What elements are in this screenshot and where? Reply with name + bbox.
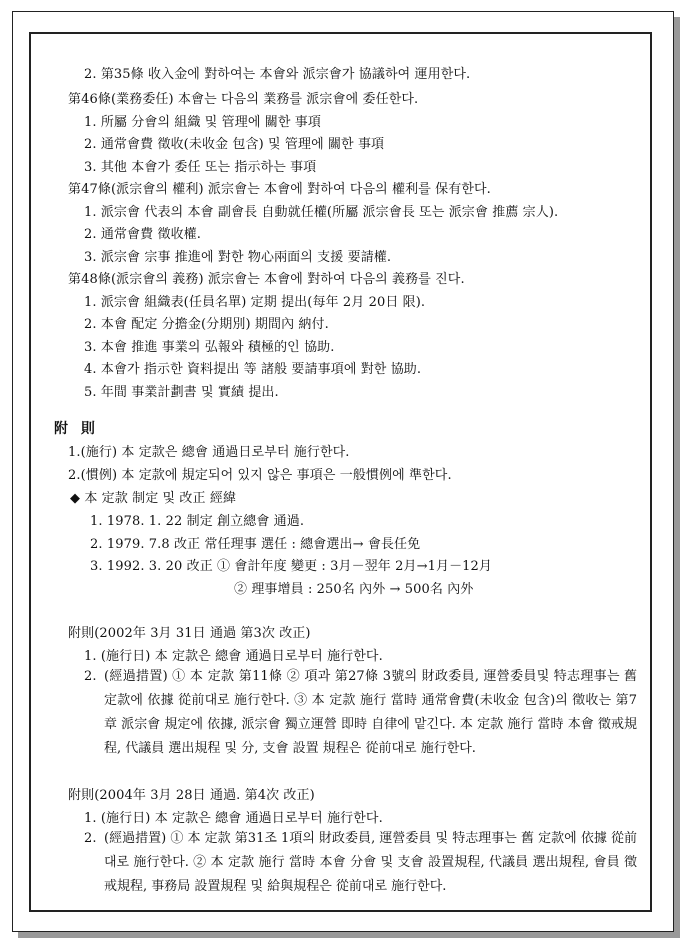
article-46-item-3: 3. 其他 本會가 委任 또는 指示하는 事項 <box>84 160 317 175</box>
article-48-item-5: 5. 年間 事業計劃書 및 實績 提出. <box>84 385 279 400</box>
article-47-title: 第47條(派宗會의 權利) 派宗會는 本會에 對하여 다음의 權利를 保有한다. <box>68 182 491 197</box>
article-46-item-1: 1. 所屬 分會의 組織 및 管理에 關한 事項 <box>84 115 321 130</box>
bylaws-history-2: 2. 1979. 7.8 改正 常任理事 選任 : 總會選出→ 會長任免 <box>90 537 421 552</box>
bylaws-item-1: 1.(施行) 本 定款은 總會 通過日로부터 施行한다. <box>68 445 350 460</box>
article-45-item-2: 2. 第35條 收入金에 對하여는 本會와 派宗會가 協議하여 運用한다. <box>84 67 471 82</box>
article-46-title: 第46條(業務委任) 本會는 다음의 業務를 派宗會에 委任한다. <box>68 92 419 107</box>
bylaws-heading: 附 則 <box>54 421 99 437</box>
article-47-item-3: 3. 派宗會 宗事 推進에 對한 物心兩面의 支援 要請權. <box>84 250 392 265</box>
addendum-2002-title: 附則(2002年 3月 31日 通過 第3次 改正) <box>68 626 311 641</box>
addendum-2002-item-1: 1. (施行日) 本 定款은 總會 通過日로부터 施行한다. <box>84 649 383 664</box>
article-48-item-2: 2. 本會 配定 分擔金(分期別) 期間內 納付. <box>84 317 329 332</box>
article-48-item-4: 4. 本會가 指示한 資料提出 等 諸般 要請事項에 對한 協助. <box>84 362 422 377</box>
bylaws-history-title: ◆ 本 定款 制定 및 改正 經緯 <box>70 491 237 506</box>
addendum-2002-item-2: (經過措置) ① 本 定款 第11條 ② 項과 第27條 3號의 財政委員, 運營委員및 特志理事는 舊 定款에 依據 從前대로 施行한다. ③ 本 定款 施行 當時 通常會費(未收金 包含)의 徵收는 第7章 派宗會 規定에 依據, 派宗會 獨立運營 即時 自律에 맡긴다. 本 定款 施行 當時 本會 徵戒規程, 代議員 選出規程 및 分, 支會 設置 規程은 從前대로 施行한다. <box>104 669 637 756</box>
article-46-item-2: 2. 通常會費 徵收(未收金 包含) 및 管理에 關한 事項 <box>84 137 385 152</box>
addendum-2004-title: 附則(2004年 3月 28日 通過. 第4次 改正) <box>68 788 315 803</box>
bylaws-history-3: 3. 1992. 3. 20 改正 ① 會計年度 變更 : 3月－翌年 2月→1月－12月 <box>90 559 493 574</box>
addendum-2002-item-2-number: 2. <box>84 669 97 684</box>
article-48-title: 第48條(派宗會의 義務) 派宗會는 本會에 對하여 다음의 義務를 진다. <box>68 272 465 287</box>
article-47-item-1: 1. 派宗會 代表의 本會 副會長 自動就任權(所屬 派宗會長 또는 派宗會 推薦 宗人). <box>84 205 559 220</box>
article-48-item-3: 3. 本會 推進 事業의 弘報와 積極的인 協助. <box>84 340 335 355</box>
bylaws-history-3-sub: ② 理事增員 : 250名 內外 → 500名 內外 <box>234 582 474 597</box>
addendum-2004-item-1: 1. (施行日) 本 定款은 總會 通過日로부터 施行한다. <box>84 811 383 826</box>
addendum-2004-item-2-number: 2. <box>84 831 97 846</box>
bylaws-item-2: 2.(慣例) 本 定款에 規定되어 있지 않은 事項은 一般慣例에 準한다. <box>68 468 452 483</box>
bylaws-history-1: 1. 1978. 1. 22 制定 創立總會 通過. <box>90 514 305 529</box>
addendum-2004-item-2: (經過措置) ① 本 定款 第31조 1項의 財政委員, 運營委員 및 特志理事는 舊 定款에 依據 從前대로 施行한다. ② 本 定款 施行 當時 本會 分會 및 支會 設置規程, 代議員 選出規程, 會員 徵戒規程, 事務局 設置規程 및 給與規程은 從前대로 施行한다. <box>104 831 637 894</box>
article-47-item-2: 2. 通常會費 徵收權. <box>84 227 202 242</box>
article-48-item-1: 1. 派宗會 組織表(任員名單) 定期 提出(每年 2月 20日 限). <box>84 295 426 310</box>
